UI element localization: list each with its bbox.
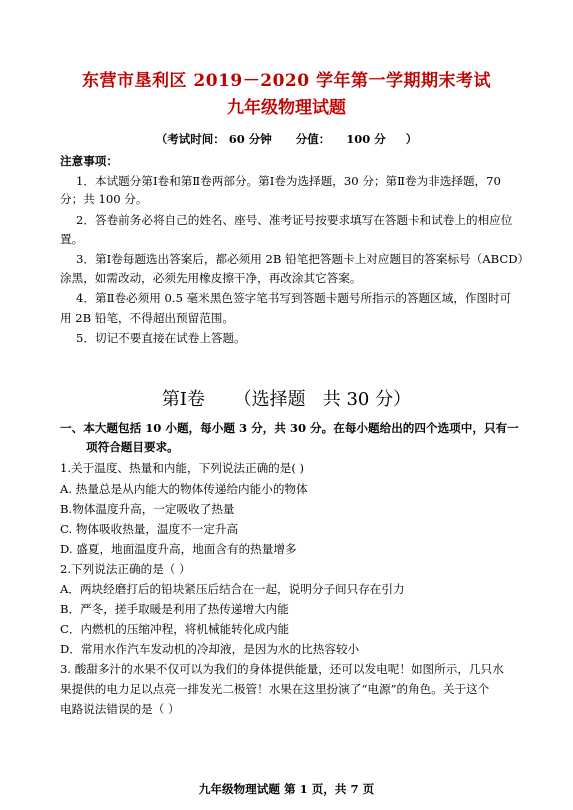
question-stem: 3. 酸甜多汁的水果不仅可以为我们的身体提供能量，还可以发电呢！如图所示，几只水 xyxy=(60,662,504,676)
question-option: B．严冬，搓手取暖是利用了热传递增大内能 xyxy=(60,602,289,616)
instruction-line: 一、本大题包括 10 小题，每小题 3 分，共 30 分。在每小题给出的四个选项中，只有一 xyxy=(60,421,519,435)
question-option: D．常用水作汽车发动机的冷却液，是因为水的比热容较小 xyxy=(60,642,360,656)
question-option: C．内燃机的压缩冲程，将机械能转化成内能 xyxy=(60,622,290,636)
notice-line: 1．本试题分第Ⅰ卷和第Ⅱ卷两部分。第Ⅰ卷为选择题，30 分；第Ⅱ卷为非选择题，70 xyxy=(76,174,501,188)
notice-line: 置。 xyxy=(60,232,84,246)
question-option: A. 热量总是从内能大的物体传递给内能小的物体 xyxy=(60,482,308,496)
notice-heading: 注意事项： xyxy=(60,154,118,168)
notice-line: 2．答卷前务必将自己的姓名、座号、准考证号按要求填写在答题卡和试卷上的相应位 xyxy=(76,213,513,227)
section-title: 第Ⅰ卷 （选择题 共 30 分） xyxy=(161,389,412,410)
notice-line: 5．切记不要直接在试卷上答题。 xyxy=(76,331,246,345)
question-stem: 2.下列说法正确的是（ ） xyxy=(60,562,191,576)
page-footer: 九年级物理试题 第 1 页，共 7 页 xyxy=(198,782,375,796)
exam-subtitle: 九年级物理试题 xyxy=(227,98,346,118)
notice-line: 涂黑，如需改动，必须先用橡皮擦干净，再改涂其它答案。 xyxy=(60,271,362,285)
question-stem: 电路说法错误的是（ ） xyxy=(60,702,180,716)
question-stem: 果提供的电力足以点亮一排发光二极管！水果在这里扮演了“电源”的角色。关于这个 xyxy=(60,682,490,696)
notice-line: 3．第Ⅰ卷每题选出答案后，都必须用 2B 铅笔把答题卡上对应题目的答案标号（ABCD） xyxy=(76,252,530,266)
question-option: A．两块经磨打后的铅块紧压后结合在一起，说明分子间只存在引力 xyxy=(60,582,405,596)
question-stem: 1.关于温度、热量和内能，下列说法正确的是( ) xyxy=(60,461,305,475)
instruction-line: 项符合题目要求。 xyxy=(86,440,179,454)
exam-info: （考试时间： 60 分钟 分值： 100 分 ） xyxy=(155,132,418,146)
question-option: D. 盛夏，地面温度升高，地面含有的热量增多 xyxy=(60,542,297,556)
notice-line: 分；共 100 分。 xyxy=(60,192,148,206)
question-option: C. 物体吸收热量，温度不一定升高 xyxy=(60,522,239,536)
notice-line: 用 2B 铅笔，不得超出预留范围。 xyxy=(60,311,234,325)
exam-title: 东营市垦利区 2019－2020 学年第一学期期末考试 xyxy=(82,71,491,91)
question-option: B.物体温度升高，一定吸收了热量 xyxy=(60,502,235,516)
notice-line: 4．第Ⅱ卷必须用 0.5 毫米黑色签字笔书写到答题卡题号所指示的答题区域，作图时可 xyxy=(76,291,512,305)
